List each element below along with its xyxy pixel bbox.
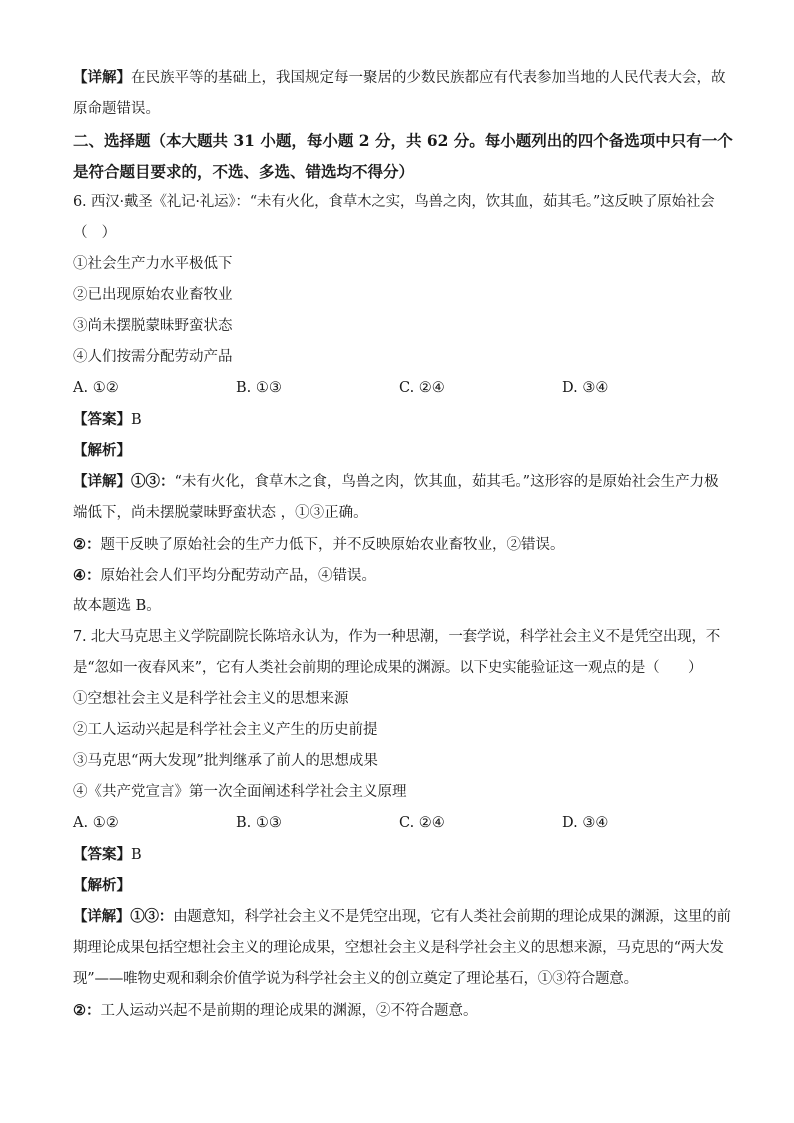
q6-option-b: B. ①③ [236, 380, 282, 396]
q6-detail-3 [73, 560, 733, 591]
q7-choice-1: ①空想社会主义是科学社会主义的思想来源 [73, 691, 349, 707]
q7-detail-2 [73, 995, 733, 1026]
q7-detail-text: 由题意知，科学社会主义不是凭空出现，它有人类社会前期的理论成果的渊源，这里的前期理论成果包括空想社会主义的理论成果，空想社会主义是科学社会主义的思想来源，马克思的“两大发现”——唯物史观和剩余价值学说为科学社会主义的创立奠定了理论基石，①③符合题意。 [73, 909, 731, 987]
q6-option-a: A. ①② [73, 380, 119, 396]
detail-tag: 【详解】 [73, 69, 131, 86]
q7-option-c: C. ②④ [399, 815, 445, 831]
q7-option-b: B. ①③ [236, 815, 282, 831]
q6-analysis-tag: 【解析】 [73, 442, 131, 459]
q7-choice-4: ④《共产党宣言》第一次全面阐述科学社会主义原理 [73, 784, 407, 800]
q7-option-a: A. ①② [73, 815, 119, 831]
q6-choice-3: ③尚未摆脱蒙昧野蛮状态 [73, 318, 233, 334]
q6-detail-2-ref: ②： [73, 536, 101, 553]
q7-choice-3: ③马克思“两大发现”批判继承了前人的思想成果 [73, 753, 378, 769]
q6-choice-1: ①社会生产力水平极低下 [73, 256, 233, 272]
q7-analysis-tag: 【解析】 [73, 877, 131, 894]
q7-answer [73, 839, 733, 870]
q7-options [73, 808, 733, 839]
q7-detail-2-text: 工人运动兴起不是前期的理论成果的渊源，②不符合题意。 [100, 1003, 478, 1019]
q5-explanation [73, 62, 733, 125]
q7-choice-2: ②工人运动兴起是科学社会主义产生的历史前提 [73, 722, 378, 738]
detail-tag: 【详解】 [73, 908, 131, 925]
q7-stem: 7. 北大马克思主义学院副院长陈培永认为，作为一种思潮，一套学说，科学社会主义不是凭空出现，不是“忽如一夜春风来”，它有人类社会前期的理论成果的渊源。以下史实能验证这一观点的是（ ） [73, 629, 721, 676]
q6-detail-2 [73, 529, 733, 560]
section-heading: 二、选择题（本大题共 31 小题，每小题 2 分，共 62 分。每小题列出的四个备选项中只有一个是符合题目要求的，不选、多选、错选均不得分） [73, 131, 733, 181]
q6-detail [73, 466, 733, 529]
q6-detail-3-ref: ④： [73, 567, 101, 584]
q6-stem: 6. 西汉·戴圣《礼记·礼运》：“未有火化，食草木之实，鸟兽之肉，饮其血，茹其毛。”这反映了原始社会（ ） [73, 194, 715, 241]
q6-choice-4: ④人们按需分配劳动产品 [73, 349, 233, 365]
q7-detail [73, 901, 733, 995]
q6-detail-3-text: 原始社会人们平均分配劳动产品，④错误。 [100, 568, 376, 584]
q6-choice-2: ②已出现原始农业畜牧业 [73, 287, 233, 303]
q6-answer [73, 404, 733, 435]
q6-detail-ref: ①③： [131, 473, 175, 490]
q7-answer-value: B [131, 847, 142, 863]
answer-tag: 【答案】 [73, 411, 131, 428]
q6-option-d: D. ③④ [562, 380, 609, 396]
answer-tag: 【答案】 [73, 846, 131, 863]
q6-option-c: C. ②④ [399, 380, 445, 396]
detail-tag: 【详解】 [73, 473, 131, 490]
q6-answer-value: B [131, 412, 142, 428]
document-body [73, 62, 733, 1026]
q7-detail-ref: ①③： [130, 908, 174, 925]
q6-detail-2-text: 题干反映了原始社会的生产力低下，并不反映原始农业畜牧业，②错误。 [100, 537, 565, 553]
q6-conclusion: 故本题选 B。 [73, 598, 161, 614]
q6-detail-text: “未有火化，食草木之食，鸟兽之肉，饮其血，茹其毛。”这形容的是原始社会生产力极端低下，尚未摆脱蒙昧野蛮状态 ，①③正确。 [73, 474, 719, 521]
q6-options [73, 373, 733, 404]
q7-detail-2-ref: ②： [73, 1002, 101, 1019]
q7-option-d: D. ③④ [562, 815, 609, 831]
q5-detail-text: 在民族平等的基础上，我国规定每一聚居的少数民族都应有代表参加当地的人民代表大会，故原命题错误。 [73, 70, 726, 117]
